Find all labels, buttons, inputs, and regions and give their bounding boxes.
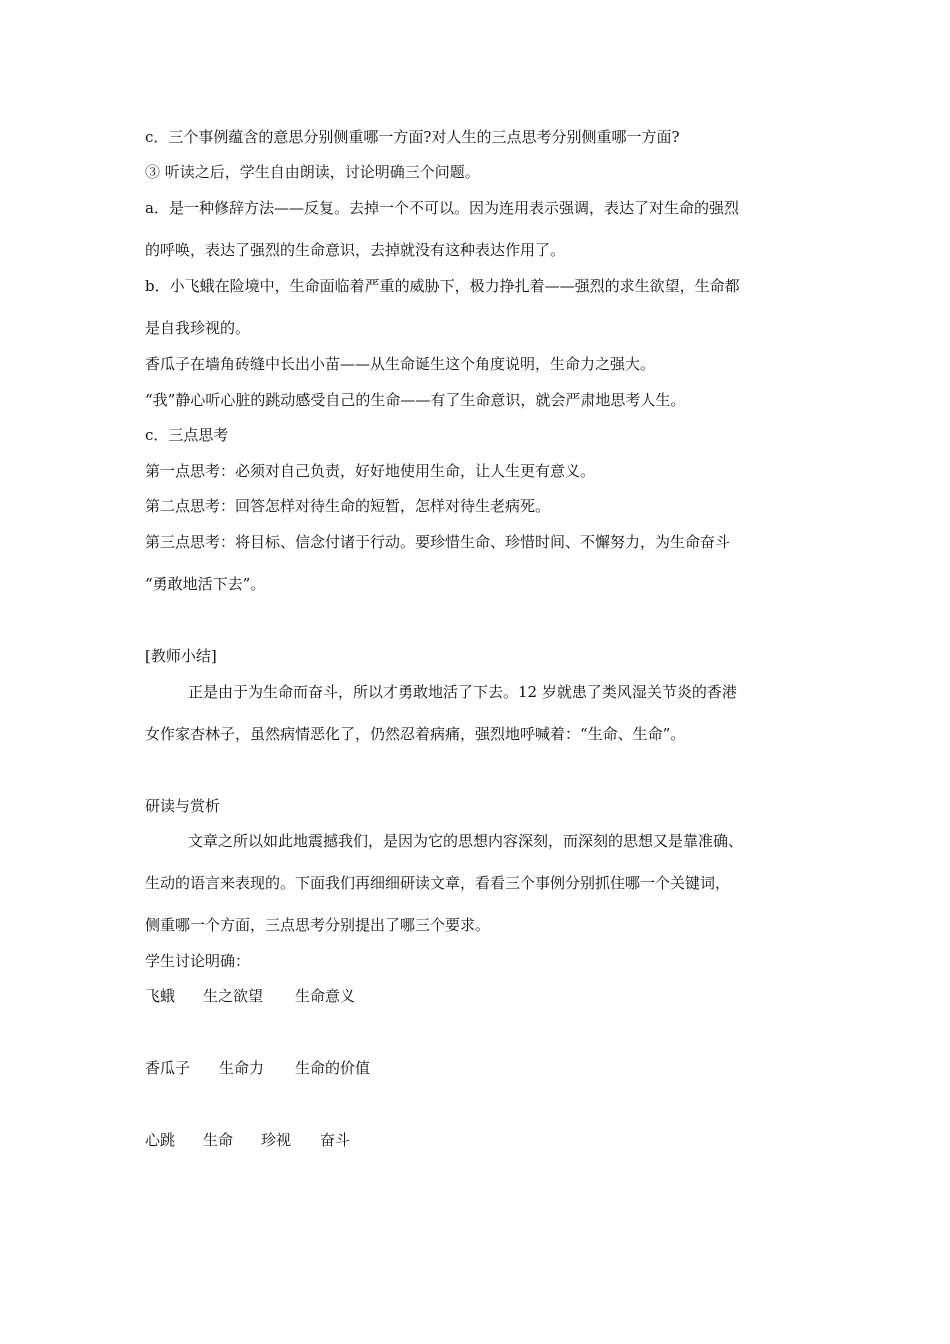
text-line: 的呼唤，表达了强烈的生命意识，去掉就没有这种表达作用了。: [145, 241, 566, 259]
text-line: b．小飞蛾在险境中，生命面临着严重的威胁下，极力挣扎着——强烈的求生欲望，生命都: [145, 277, 740, 295]
text-line: c．三点思考: [145, 426, 229, 444]
text-line: 第二点思考：回答怎样对待生命的短暂，怎样对待生老病死。: [145, 497, 551, 515]
text-line: ③ 听读之后，学生自由朗读，讨论明确三个问题。: [145, 163, 480, 181]
section-heading: 研读与赏析: [145, 797, 221, 815]
text-line: 正是由于为生命而奋斗，所以才勇敢地活了下去。12 岁就患了类风湿关节炎的香港: [188, 683, 737, 701]
keyword: 生命意义: [295, 987, 356, 1005]
text-line: 是自我珍视的。: [145, 319, 251, 337]
section-heading: [教师小结]: [145, 647, 217, 665]
keyword: 奋斗: [320, 1131, 351, 1149]
text-line: 女作家杏林子，虽然病情恶化了，仍然忍着病痛，强烈地呼喊着：“生命、生命”。: [145, 725, 686, 743]
text-line: “我”静心听心脏的跳动感受自己的生命——有了生命意识，就会严肃地思考人生。: [145, 391, 686, 409]
keyword: 生之欲望: [203, 987, 264, 1005]
keyword: 香瓜子: [145, 1059, 191, 1077]
text-line: 文章之所以如此地震撼我们，是因为它的思想内容深刻，而深刻的思想又是靠准确、: [188, 832, 744, 850]
text-line: 生动的语言来表现的。下面我们再细细研读文章，看看三个事例分别抓住哪一个关键词，: [145, 874, 731, 892]
text-line: 第一点思考：必须对自己负责，好好地使用生命，让人生更有意义。: [145, 462, 596, 480]
text-line: “勇敢地活下去”。: [145, 575, 266, 593]
text-line: 第三点思考：将目标、信念付诸于行动。要珍惜生命、珍惜时间、不懈努力，为生命奋斗: [145, 533, 731, 551]
text-line: c．三个事例蕴含的意思分别侧重哪一方面?对人生的三点思考分别侧重哪一方面?: [145, 128, 680, 146]
text-line: 学生讨论明确：: [145, 952, 251, 970]
text-line: 侧重哪一个方面，三点思考分别提出了哪三个要求。: [145, 916, 491, 934]
keyword: 生命: [203, 1131, 234, 1149]
keyword: 飞蛾: [145, 987, 176, 1005]
text-line: a．是一种修辞方法——反复。去掉一个不可以。因为连用表示强调，表达了对生命的强烈: [145, 199, 739, 217]
text-line: 香瓜子在墙角砖缝中长出小苗——从生命诞生这个角度说明，生命力之强大。: [145, 355, 656, 373]
keyword: 珍视: [261, 1131, 292, 1149]
keyword: 生命力: [219, 1059, 265, 1077]
keyword: 心跳: [145, 1131, 176, 1149]
keyword: 生命的价值: [295, 1059, 371, 1077]
